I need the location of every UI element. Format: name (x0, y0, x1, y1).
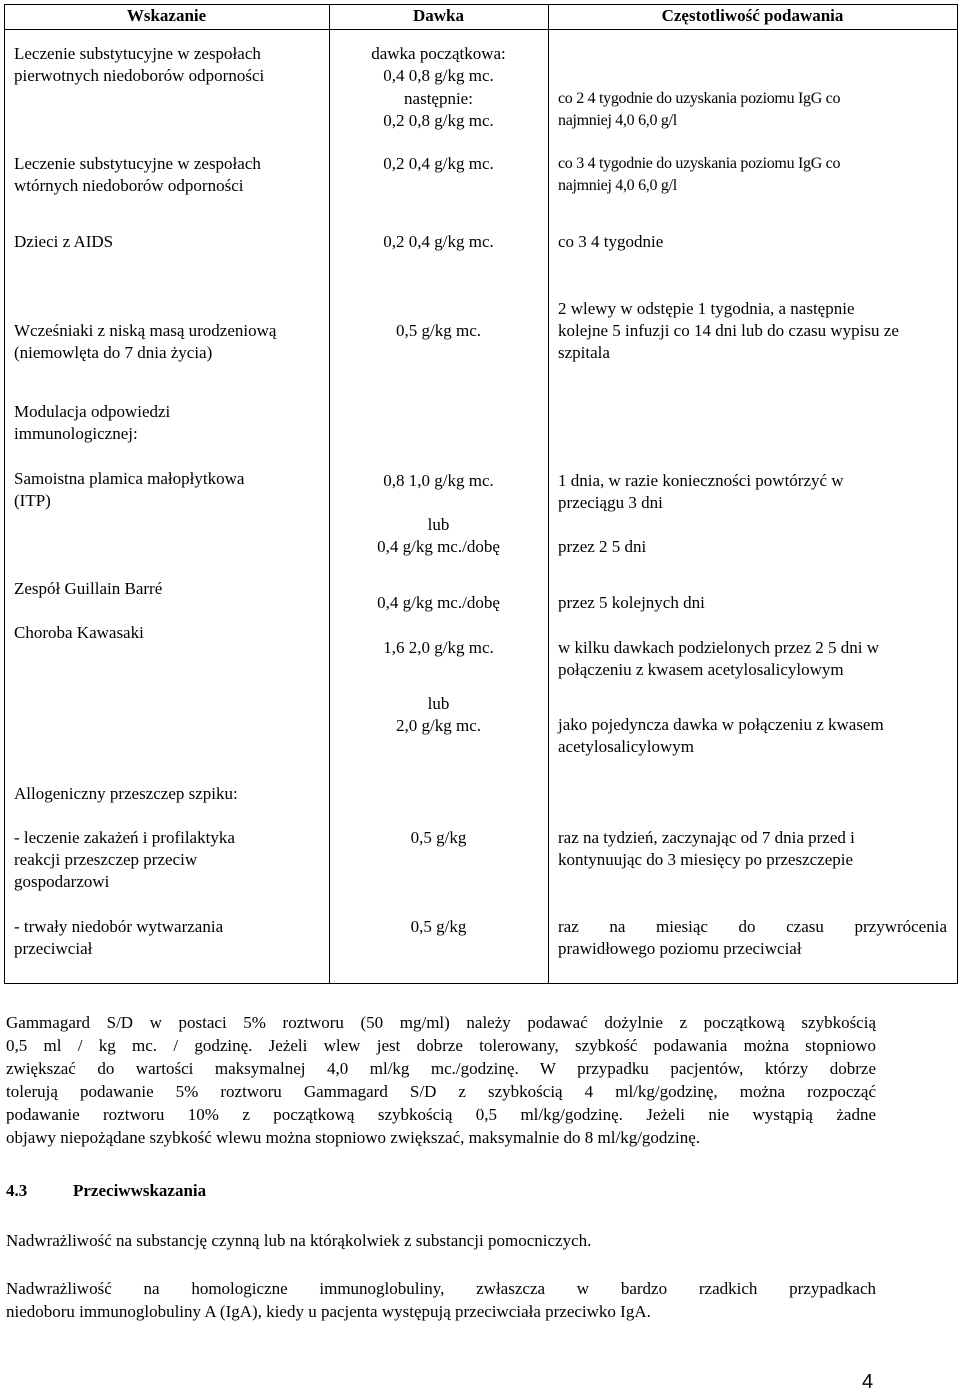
frequency-text: połączeniu z kwasem acetylosalicylowym (558, 660, 844, 679)
frequency-text: co 3 4 tygodnie do uzyskania poziomu IgG co (558, 155, 841, 172)
frequency-text: co 3 4 tygodnie (558, 232, 664, 251)
dose-text: 0,4 g/kg mc./dobę (377, 537, 500, 556)
paragraph-line: Gammagard S/D w postaci 5% roztworu (50 mg/ml) należy podawać dożylnie z początkową szybkością (6, 1013, 876, 1032)
indication-text: Dzieci z AIDS (14, 232, 114, 251)
frequency-text: kolejne 5 infuzji co 14 dni lub do czasu wypisu ze (558, 321, 899, 340)
indication-text: reakcji przeszczep przeciw (14, 850, 198, 869)
paragraph-line: Nadwrażliwość na homologiczne immunoglobuliny, zwłaszcza w bardzo rzadkich przypadkach (6, 1279, 876, 1298)
indication-text: Wcześniaki z niską masą urodzeniową (14, 321, 277, 340)
indication-text: - trwały niedobór wytwarzania (14, 917, 224, 936)
paragraph-line: tolerują podawanie 5% roztworu Gammagard S/D z szybkością 4 ml/kg/godzinę, można rozpocząć (6, 1082, 876, 1101)
indication-text: (niemowlęta do 7 dnia życia) (14, 343, 213, 362)
indication-text: przeciwciał (14, 939, 93, 958)
header-frequency: Częstotliwość podawania (661, 6, 844, 25)
indication-text: Zespół Guillain Barré (14, 579, 163, 598)
indication-text: (ITP) (14, 491, 51, 510)
frequency-text: przeciągu 3 dni (558, 493, 663, 512)
table-col-divider-2 (548, 4, 549, 984)
dose-text: 0,2 0,4 g/kg mc. (383, 232, 494, 251)
indication-text: gospodarzowi (14, 872, 110, 891)
frequency-text: kontynuując do 3 miesięcy po przeszczepie (558, 850, 854, 869)
dose-text: dawka początkowa: (371, 44, 506, 63)
indication-text: Leczenie substytucyjne w zespołach (14, 44, 261, 63)
section-heading: Modulacja odpowiedzi (14, 402, 171, 421)
contraindication-paragraph: Nadwrażliwość na substancję czynną lub na którąkolwiek z substancji pomocniczych. (6, 1231, 592, 1250)
paragraph-line: zwiększać do wartości maksymalnej 4,0 ml/kg mc./godzinę. W przypadku pacjentów, którzy dobrze (6, 1059, 876, 1078)
frequency-text: przez 2 5 dni (558, 537, 647, 556)
frequency-text: co 2 4 tygodnie do uzyskania poziomu IgG co (558, 90, 841, 107)
dose-text: 0,4 0,8 g/kg mc. (383, 66, 494, 85)
frequency-text: raz na tydzień, zaczynając od 7 dnia przed i (558, 828, 855, 847)
indication-text: pierwotnych niedoborów odporności (14, 66, 265, 85)
frequency-text: acetylosalicylowym (558, 737, 694, 756)
paragraph-line: objawy niepożądane szybkość wlewu można stopniowo zwiększać, maksymalnie do 8 ml/kg/godzinę. (6, 1128, 700, 1147)
dose-text: 0,8 1,0 g/kg mc. (383, 471, 494, 490)
paragraph-line: podawanie roztworu 10% z początkową szybkością 0,5 ml/kg/godzinę. Jeżeli nie wystąpią żadne (6, 1105, 876, 1124)
dose-text: 0,5 g/kg (410, 828, 467, 847)
dose-text: 1,6 2,0 g/kg mc. (383, 638, 494, 657)
section-number: 4.3 (6, 1181, 28, 1200)
frequency-text: jako pojedyncza dawka w połączeniu z kwasem (558, 715, 884, 734)
dose-text: 0,5 g/kg (410, 917, 467, 936)
table-left-border (4, 4, 5, 984)
section-heading: immunologicznej: (14, 424, 138, 443)
dose-text: lub (427, 694, 450, 713)
indication-text: wtórnych niedoborów odporności (14, 176, 244, 195)
frequency-text: przez 5 kolejnych dni (558, 593, 705, 612)
page-number: 4 (862, 1371, 874, 1393)
dose-text: lub (427, 515, 450, 534)
indication-text: - leczenie zakażeń i profilaktyka (14, 828, 235, 847)
frequency-text: 2 wlewy w odstępie 1 tygodnia, a następnie (558, 299, 855, 318)
frequency-text: raz na miesiąc do czasu przywrócenia (558, 917, 947, 936)
frequency-text: szpitala (558, 343, 610, 362)
table-bottom-border (4, 983, 958, 984)
frequency-text: prawidłowego poziomu przeciwciał (558, 939, 802, 958)
frequency-text: 1 dnia, w razie konieczności powtórzyć w (558, 471, 844, 490)
paragraph-line: niedoboru immunoglobuliny A (IgA), kiedy u pacjenta występują przeciwciała przeciwko IgA. (6, 1302, 651, 1321)
frequency-text: w kilku dawkach podzielonych przez 2 5 dni w (558, 638, 880, 657)
section-title: Przeciwwskazania (73, 1181, 207, 1200)
dose-text: następnie: (404, 89, 473, 108)
section-heading: Allogeniczny przeszczep szpiku: (14, 784, 238, 803)
header-dose: Dawka (412, 6, 464, 25)
paragraph-line: 0,5 ml / kg mc. / godzinę. Jeżeli wlew jest dobrze tolerowany, szybkość podawania można stopniowo (6, 1036, 876, 1055)
dose-text: 2,0 g/kg mc. (396, 716, 481, 735)
table-header-border (4, 29, 958, 30)
dose-text: 0,2 0,4 g/kg mc. (383, 154, 494, 173)
dose-text: 0,5 g/kg mc. (396, 321, 481, 340)
frequency-text: najmniej 4,0 6,0 g/l (558, 112, 677, 129)
frequency-text: najmniej 4,0 6,0 g/l (558, 177, 677, 194)
dose-text: 0,2 0,8 g/kg mc. (383, 111, 494, 130)
dose-text: 0,4 g/kg mc./dobę (377, 593, 500, 612)
table-right-border (957, 4, 958, 984)
header-indication: Wskazanie (126, 6, 207, 25)
indication-text: Leczenie substytucyjne w zespołach (14, 154, 261, 173)
indication-text: Choroba Kawasaki (14, 623, 144, 642)
indication-text: Samoistna plamica małopłytkowa (14, 469, 245, 488)
